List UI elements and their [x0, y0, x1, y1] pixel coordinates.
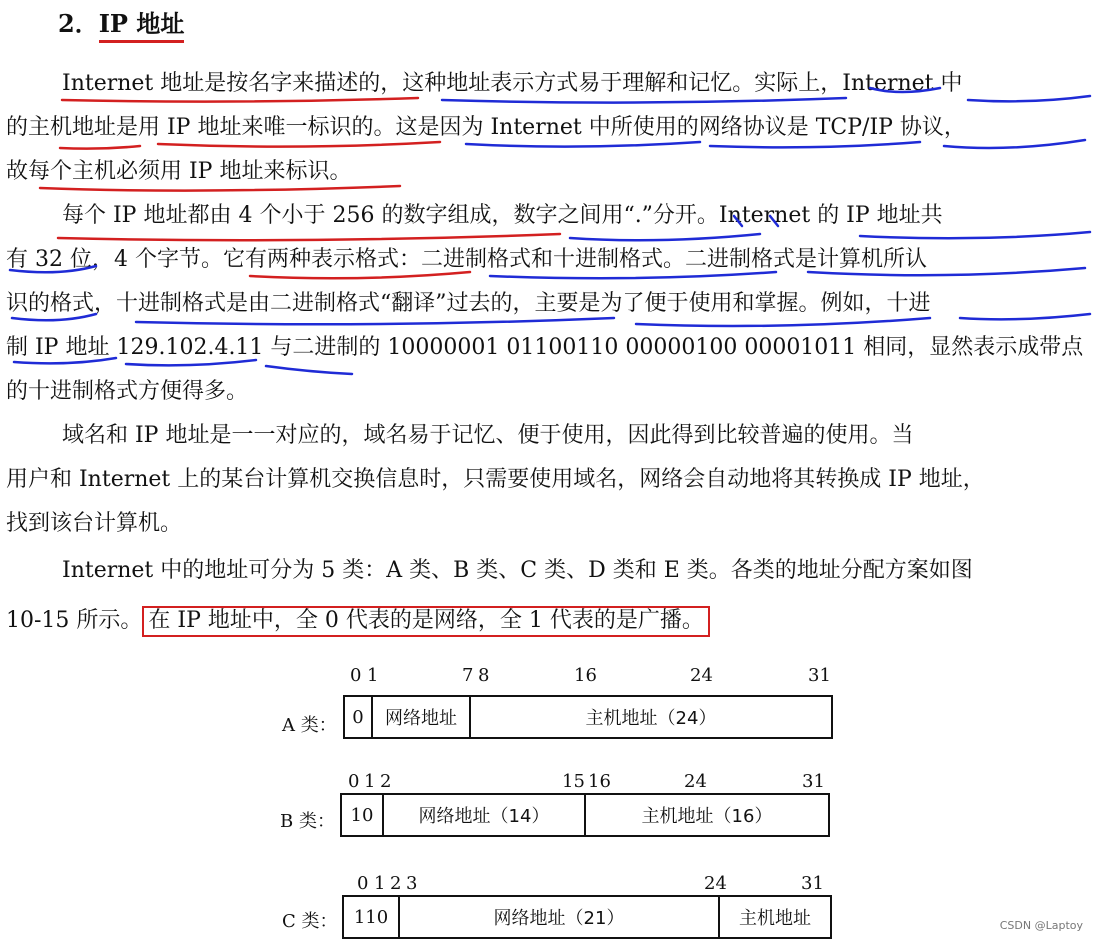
section-heading: [58, 4, 184, 39]
bit-index: 2: [380, 771, 392, 792]
network-field: 网络地址（14）: [384, 795, 586, 835]
host-field: 主机地址（16）: [641, 806, 773, 827]
text-line: 制 IP 地址 129.102.4.11 与二进制的 10000001 01100110 00000100 00001011 相同，显然表示成带点: [6, 335, 1084, 360]
class-b-row: [340, 793, 830, 837]
bit-index: 7: [462, 665, 474, 686]
bit-index: 15: [562, 771, 585, 792]
bit-index: 24: [704, 873, 727, 894]
network-field: 网络地址: [373, 697, 471, 737]
ip-class-diagram: [0, 655, 1097, 942]
bit-index: 2: [390, 873, 402, 894]
bit-index: 24: [690, 665, 713, 686]
text-line: 识的格式，十进制格式是由二进制格式“翻译”过去的，主要是为了便于使用和掌握。例如，十进: [6, 291, 931, 316]
paragraph-4: [6, 546, 1092, 646]
section-number: 2．: [58, 9, 99, 38]
text-line: 用户和 Internet 上的某台计算机交换信息时，只需要使用域名，网络会自动地将其转换成 IP 地址，: [6, 467, 985, 492]
bit-index: 0: [350, 665, 362, 686]
text-line: 的十进制格式方便得多。: [6, 379, 249, 404]
bit-index: 0: [348, 771, 360, 792]
text-line: [6, 596, 1092, 646]
section-title: IP 地址: [99, 9, 185, 43]
text-line: Internet 中的地址可分为 5 类：A 类、B 类、C 类、D 类和 E 类。各类的地址分配方案如图: [62, 558, 973, 583]
text-line: Internet 地址是按名字来描述的，这种地址表示方式易于理解和记忆。实际上，Internet 中: [62, 71, 963, 96]
watermark: CSDN @Laptoy: [999, 919, 1083, 932]
text-line: 域名和 IP 地址是一一对应的，域名易于记忆、便于使用，因此得到比较普遍的使用。当: [62, 423, 914, 448]
host-field: 主机地址: [739, 908, 811, 929]
figure-reference: 10-15 所示。: [6, 608, 143, 633]
bit-index: 1: [374, 873, 386, 894]
bit-index: 16: [574, 665, 597, 686]
bit-index: 31: [801, 873, 824, 894]
bit-index: 0: [357, 873, 369, 894]
text-line: 故每个主机必须用 IP 地址来标识。: [6, 159, 352, 184]
host-field: 主机地址（24）: [585, 708, 717, 729]
class-field: 110: [344, 897, 400, 937]
text-line: 的主机地址是用 IP 地址来唯一标识的。这是因为 Internet 中所使用的网络协议是 TCP/IP 协议，: [6, 115, 966, 140]
bit-index: 1: [364, 771, 376, 792]
bit-index: 8: [478, 665, 490, 686]
bit-index: 3: [406, 873, 418, 894]
class-a-label: A 类：: [282, 715, 337, 736]
bit-index: 31: [802, 771, 825, 792]
bit-index: 31: [808, 665, 831, 686]
paragraph-3: [6, 414, 1092, 546]
class-c-row: [342, 895, 832, 939]
bit-index: 16: [588, 771, 611, 792]
paragraph-2: [6, 194, 1092, 414]
bit-index: 24: [684, 771, 707, 792]
text-line: 每个 IP 地址都由 4 个小于 256 的数字组成，数字之间用“.”分开。Internet 的 IP 地址共: [62, 203, 943, 228]
class-a-row: [343, 695, 833, 739]
text-line: 找到该台计算机。: [6, 511, 183, 536]
paragraph-1: [6, 62, 1092, 194]
class-c-label: C 类：: [282, 911, 338, 932]
network-field: 网络地址（21）: [400, 897, 720, 937]
class-field: 10: [342, 795, 384, 835]
class-b-label: B 类：: [280, 811, 335, 832]
highlighted-sentence: 在 IP 地址中，全 0 代表的是网络，全 1 代表的是广播。: [142, 606, 709, 637]
text-line: 有 32 位，4 个字节。它有两种表示格式：二进制格式和十进制格式。二进制格式是计算机所认: [6, 247, 927, 272]
class-field: 0: [345, 697, 373, 737]
bit-index: 1: [367, 665, 379, 686]
